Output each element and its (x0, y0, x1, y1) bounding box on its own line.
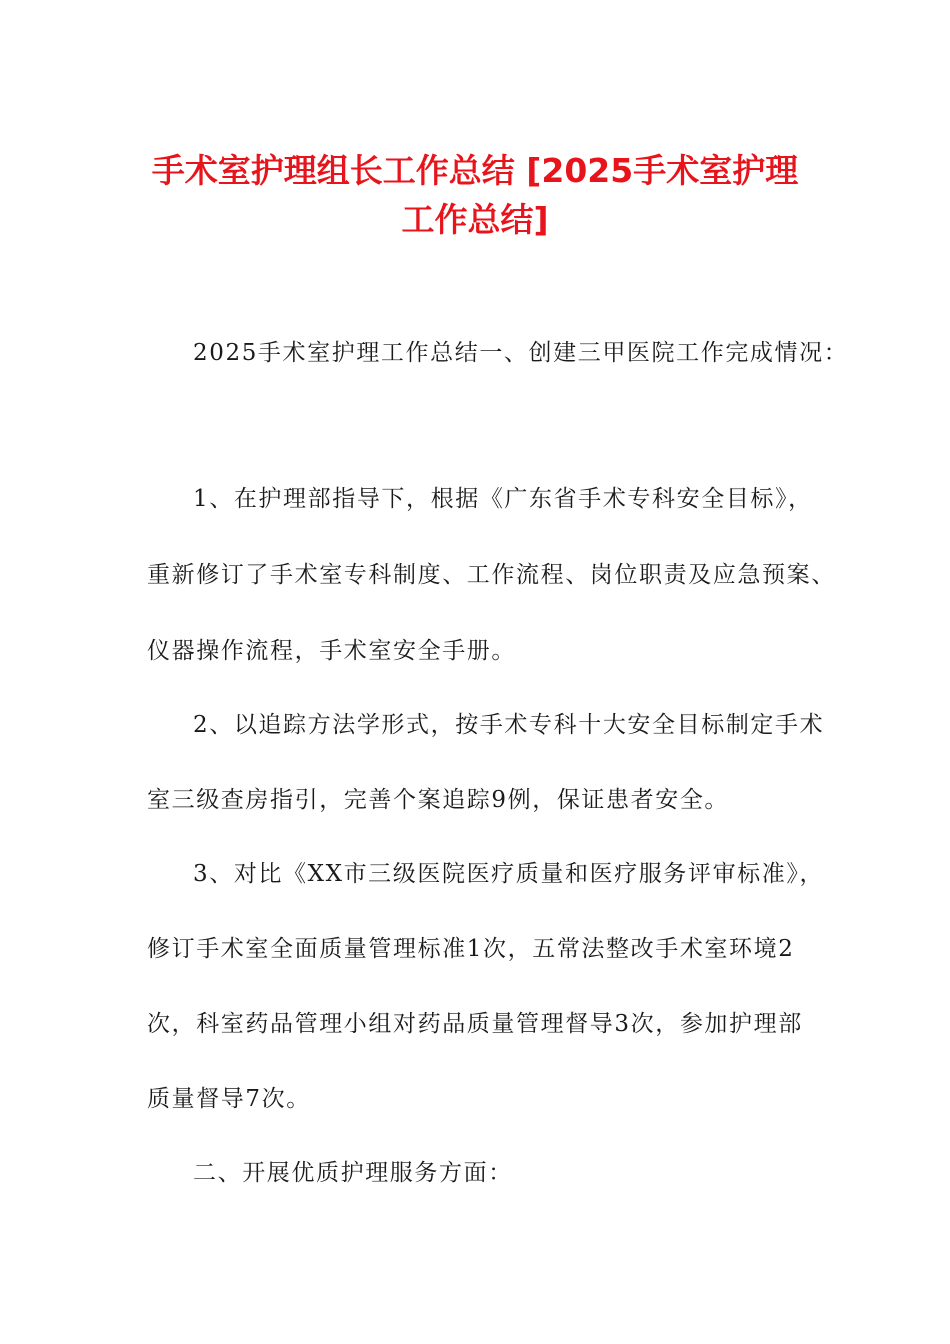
item-2-line-2: 室三级查房指引，完善个案追踪9例，保证患者安全。 (147, 787, 730, 813)
document-title-line-2: 工作总结] (401, 200, 549, 239)
item-1-line-2: 重新修订了手术室专科制度、工作流程、岗位职责及应急预案、 (147, 562, 836, 588)
section-intro-line: 2025手术室护理工作总结一、创建三甲医院工作完成情况： (193, 340, 849, 366)
item-1-line-1: 1、在护理部指导下，根据《广东省手术专科安全目标》， (193, 486, 813, 512)
item-2-line-1: 2、以追踪方法学形式，按手术专科十大安全目标制定手术 (193, 712, 825, 738)
item-3-line-2: 修订手术室全面质量管理标准1次，五常法整改手术室环境2 (147, 936, 795, 962)
item-1-line-3: 仪器操作流程，手术室安全手册。 (147, 638, 516, 664)
item-3-line-4: 质量督导7次。 (147, 1086, 311, 1112)
item-3-line-3: 次，科室药品管理小组对药品质量管理督导3次，参加护理部 (147, 1011, 803, 1037)
item-3-line-1: 3、对比《XX市三级医院医疗质量和医疗服务评审标准》， (193, 861, 825, 887)
document-title-line-1: 手术室护理组长工作总结 [2025手术室护理 (151, 151, 799, 190)
section-2-heading: 二、开展优质护理服务方面： (193, 1160, 513, 1186)
